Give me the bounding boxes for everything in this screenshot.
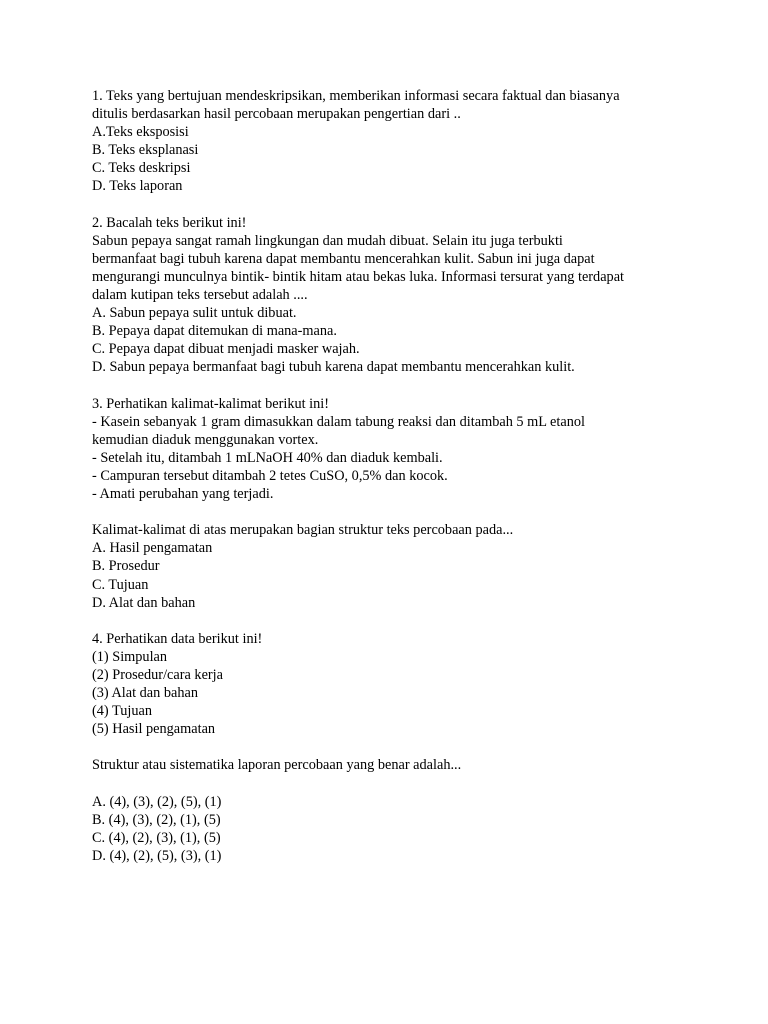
question-3-line-3: kemudian diaduk menggunakan vortex.	[92, 431, 319, 448]
question-4-option-c: C. (4), (2), (3), (1), (5)	[92, 829, 221, 846]
question-1-line-1: 1. Teks yang bertujuan mendeskripsikan, memberikan informasi secara faktual dan biasanya	[92, 88, 620, 104]
question-1-option-b: B. Teks eksplanasi	[92, 142, 199, 159]
question-3-option-a: A. Hasil pengamatan	[92, 540, 213, 557]
question-4-line-5: (4) Tujuan	[92, 703, 152, 720]
question-2-option-a: A. Sabun pepaya sulit untuk dibuat.	[92, 305, 297, 322]
question-3-line-4: - Setelah itu, ditambah 1 mLNaOH 40% dan diaduk kembali.	[92, 449, 443, 466]
question-3-option-c: C. Tujuan	[92, 576, 149, 593]
spacer	[92, 775, 682, 793]
document-page	[92, 87, 682, 865]
spacer	[92, 503, 682, 521]
question-3-line-1: 3. Perhatikan kalimat-kalimat berikut ini!	[92, 395, 330, 412]
question-3-option-d: D. Alat dan bahan	[92, 594, 196, 611]
question-2-line-1: 2. Bacalah teks berikut ini!	[92, 214, 247, 231]
question-2-option-d: D. Sabun pepaya bermanfaat bagi tubuh karena dapat membantu mencerahkan kulit.	[92, 359, 575, 376]
question-2-line-3: bermanfaat bagi tubuh karena dapat membantu mencerahkan kulit. Sabun ini juga dapat	[92, 250, 595, 267]
question-2-line-4: mengurangi munculnya bintik- bintik hitam atau bekas luka. Informasi tersurat yang terdapat	[92, 268, 625, 285]
question-1-option-c: C. Teks deskripsi	[92, 160, 191, 177]
question-4-prompt: Struktur atau sistematika laporan percobaan yang benar adalah...	[92, 757, 462, 774]
question-4-line-6: (5) Hasil pengamatan	[92, 721, 216, 738]
question-4	[92, 630, 682, 865]
question-4-line-1: 4. Perhatikan data berikut ini!	[92, 630, 263, 647]
spacer	[92, 738, 682, 756]
question-4-option-d: D. (4), (2), (5), (3), (1)	[92, 847, 222, 864]
question-3-line-2: - Kasein sebanyak 1 gram dimasukkan dalam tabung reaksi dan ditambah 5 mL etanol	[92, 413, 585, 430]
question-3-prompt: Kalimat-kalimat di atas merupakan bagian struktur teks percobaan pada...	[92, 522, 514, 539]
spacer	[92, 377, 682, 395]
spacer	[92, 612, 682, 630]
question-4-option-b: B. (4), (3), (2), (1), (5)	[92, 811, 221, 828]
question-2	[92, 214, 682, 377]
question-1-line-2: ditulis berdasarkan hasil percobaan merupakan pengertian dari ..	[92, 106, 461, 123]
question-3	[92, 395, 682, 612]
question-4-option-a: A. (4), (3), (2), (5), (1)	[92, 793, 222, 810]
question-3-option-b: B. Prosedur	[92, 558, 160, 575]
question-1-option-a: A.Teks eksposisi	[92, 124, 189, 141]
question-2-line-5: dalam kutipan teks tersebut adalah ....	[92, 287, 308, 304]
question-3-line-5: - Campuran tersebut ditambah 2 tetes CuSO, 0,5% dan kocok.	[92, 467, 448, 484]
question-2-line-2: Sabun pepaya sangat ramah lingkungan dan mudah dibuat. Selain itu juga terbukti	[92, 232, 563, 249]
question-3-line-6: - Amati perubahan yang terjadi.	[92, 486, 274, 503]
question-2-option-b: B. Pepaya dapat ditemukan di mana-mana.	[92, 323, 337, 340]
question-1-option-d: D. Teks laporan	[92, 178, 183, 195]
question-4-line-4: (3) Alat dan bahan	[92, 685, 198, 702]
question-4-line-2: (1) Simpulan	[92, 648, 168, 665]
spacer	[92, 196, 682, 214]
question-2-option-c: C. Pepaya dapat dibuat menjadi masker wajah.	[92, 341, 360, 358]
question-1	[92, 87, 682, 196]
question-4-line-3: (2) Prosedur/cara kerja	[92, 667, 223, 683]
